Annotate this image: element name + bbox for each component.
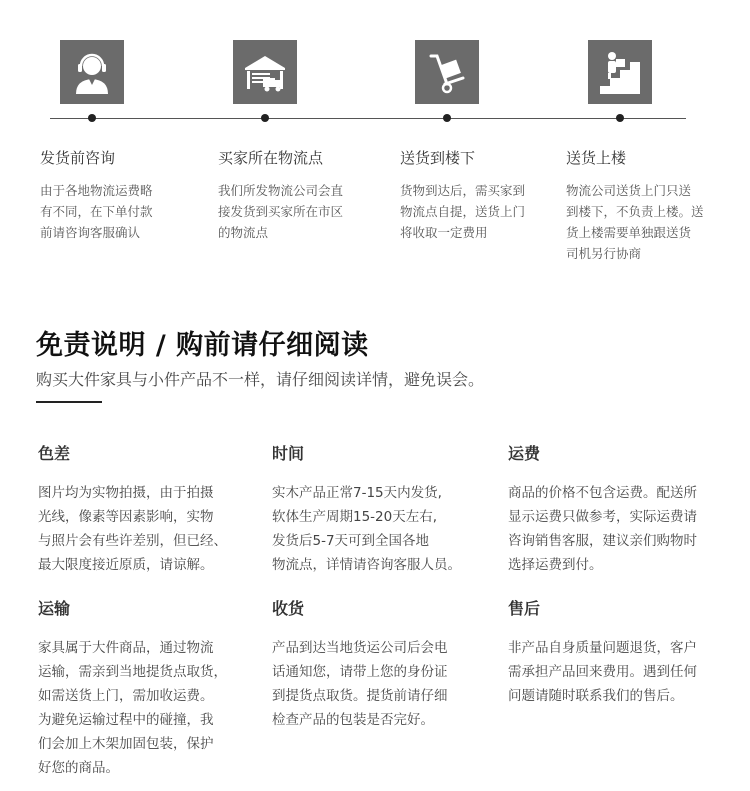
timeline-dot — [261, 114, 269, 122]
section-line: 运输，需亲到当地提货点取货， — [38, 664, 227, 680]
timeline-dot — [443, 114, 451, 122]
step-title: 发货前咨询 — [40, 149, 116, 167]
step-desc — [40, 180, 153, 243]
section-line: 选择运费到付。 — [508, 557, 603, 573]
section-line: 们会加上木架加固包装，保护 — [38, 736, 214, 752]
step-desc-line: 货物到达后，需买家到 — [400, 183, 526, 198]
section-line: 家具属于大件商品，通过物流 — [38, 640, 214, 656]
timeline-dot — [88, 114, 96, 122]
section-line: 图片均为实物拍摄，由于拍摄 — [38, 485, 214, 501]
step-logistics-point — [218, 148, 343, 243]
disclaimer-title: 免责说明 / 购前请仔细阅读 — [36, 330, 369, 361]
step-desc — [566, 180, 704, 264]
section-desc — [272, 481, 482, 577]
step-desc-line: 前请咨询客服确认 — [40, 225, 141, 240]
step-downstairs — [400, 148, 525, 243]
step-desc-line: 货上楼需要单独跟送货 — [566, 225, 692, 240]
timeline-dot — [616, 114, 624, 122]
step-desc-line: 物流公司送货上门只送 — [566, 183, 692, 198]
step-title: 送货上楼 — [566, 149, 627, 167]
step-desc-line: 物流点自提，送货上门 — [400, 204, 526, 219]
section-line: 物流点，详情请咨询客服人员。 — [272, 557, 461, 573]
section-time — [272, 443, 482, 577]
step-desc — [218, 180, 343, 243]
step-desc-line: 的物流点 — [218, 225, 269, 240]
section-desc — [508, 481, 738, 577]
disclaimer-subtitle: 购买大件家具与小件产品不一样，请仔细阅读详情，避免误会。 — [36, 370, 485, 389]
step-icon-box-3 — [415, 40, 479, 104]
customer-service-icon — [68, 48, 116, 96]
timeline-line — [50, 118, 686, 119]
section-line: 发货后5-7天可到全国各地 — [272, 533, 430, 549]
section-title: 收货 — [272, 599, 305, 618]
section-line: 实木产品正常7-15天内发货, — [272, 485, 442, 501]
step-icon-box-4 — [588, 40, 652, 104]
step-upstairs — [566, 148, 704, 264]
section-line: 软体生产周期15-20天左右, — [272, 509, 438, 525]
section-desc — [38, 636, 253, 780]
section-after-sales — [508, 598, 738, 708]
step-icon-box-2 — [233, 40, 297, 104]
step-title: 买家所在物流点 — [218, 149, 324, 167]
step-desc-line: 到楼下，不负责上楼。送 — [566, 204, 704, 219]
step-icon-box-1 — [60, 40, 124, 104]
section-line: 好您的商品。 — [38, 760, 119, 776]
section-shipping-fee — [508, 443, 738, 577]
section-title: 售后 — [508, 599, 541, 618]
title-underline — [36, 401, 102, 403]
step-desc — [400, 180, 525, 243]
section-line: 产品到达当地货运公司后会电 — [272, 640, 448, 656]
step-desc-line: 司机另行协商 — [566, 246, 642, 261]
section-desc — [38, 481, 248, 577]
section-line: 需承担产品回来费用。遇到任何 — [508, 664, 697, 680]
section-color-difference — [38, 443, 248, 577]
section-desc — [508, 636, 738, 708]
section-title: 时间 — [272, 444, 305, 463]
section-line: 到提货点取货。提货前请仔细 — [272, 688, 448, 704]
section-line: 话通知您，请带上您的身份证 — [272, 664, 448, 680]
section-line: 非产品自身质量问题退货，客户 — [508, 640, 697, 656]
hand-truck-icon — [423, 48, 471, 96]
section-transport — [38, 598, 253, 780]
section-title: 运输 — [38, 599, 71, 618]
step-desc-line: 我们所发物流公司会直 — [218, 183, 344, 198]
step-desc-line: 由于各地物流运费略 — [40, 183, 153, 198]
section-title: 运费 — [508, 444, 541, 463]
step-desc-line: 接发货到买家所在市区 — [218, 204, 344, 219]
step-desc-line: 有不同，在下单付款 — [40, 204, 153, 219]
warehouse-truck-icon — [241, 48, 289, 96]
section-title: 色差 — [38, 444, 71, 463]
section-line: 如需送货上门，需加收运费。 — [38, 688, 214, 704]
stairs-delivery-icon — [596, 48, 644, 96]
step-consult — [40, 148, 153, 243]
step-title: 送货到楼下 — [400, 149, 476, 167]
section-desc — [272, 636, 482, 732]
section-line: 检查产品的包装是否完好。 — [272, 712, 434, 728]
section-line: 为避免运输过程中的碰撞，我 — [38, 712, 214, 728]
section-line: 最大限度接近原质，请谅解。 — [38, 557, 214, 573]
section-line: 咨询销售客服，建议亲们购物时 — [508, 533, 697, 549]
section-line: 问题请随时联系我们的售后。 — [508, 688, 684, 704]
section-line: 显示运费只做参考，实际运费请 — [508, 509, 697, 525]
step-desc-line: 将收取一定费用 — [400, 225, 488, 240]
section-line: 光线，像素等因素影响，实物 — [38, 509, 214, 525]
section-receiving — [272, 598, 482, 732]
section-line: 商品的价格不包含运费。配送所 — [508, 485, 697, 501]
section-line: 与照片会有些许差别，但已经、 — [38, 533, 227, 549]
